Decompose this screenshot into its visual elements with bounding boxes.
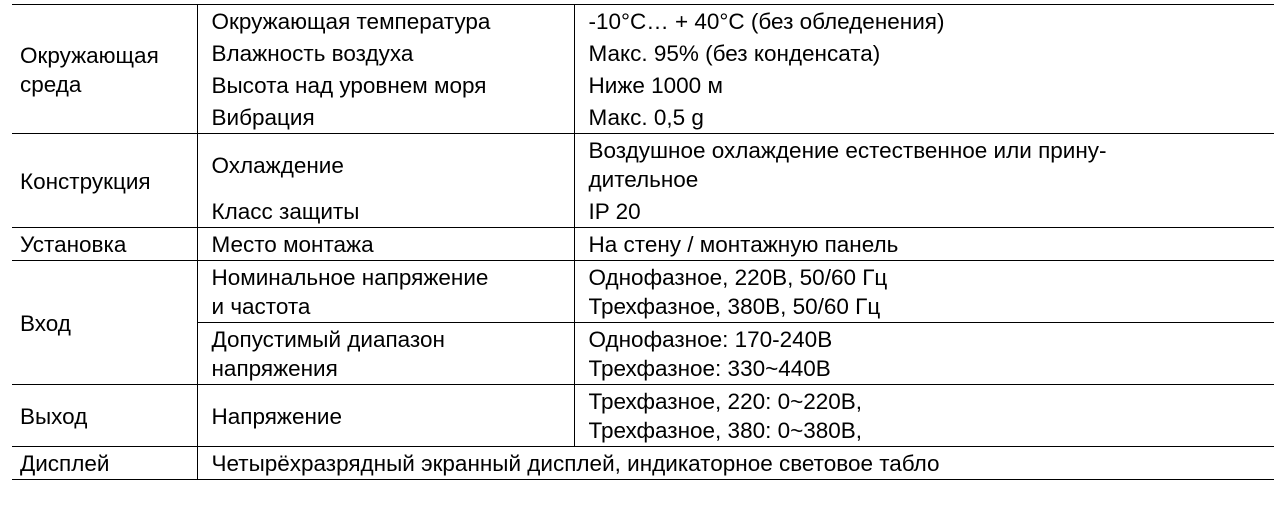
value-text: IP 20 — [588, 199, 641, 224]
category-label: Конструкция — [20, 168, 151, 194]
parameter-label: напряжения — [211, 356, 338, 381]
value-cell — [574, 101, 1274, 134]
parameter-label: Влажность воздуха — [211, 41, 414, 66]
parameter-label: Охлаждение — [211, 152, 344, 178]
value-text: Трехфазное, 220: 0~220В, — [588, 389, 863, 414]
table-row — [12, 101, 1274, 134]
table-row — [12, 323, 1274, 385]
specifications-table — [12, 4, 1274, 480]
value-text: Трехфазное: 330~440В — [588, 356, 831, 381]
parameter-cell — [197, 261, 574, 323]
value-cell — [574, 69, 1274, 101]
parameter-cell — [197, 228, 574, 261]
parameter-label: Класс защиты — [211, 199, 360, 224]
category-label: Установка — [20, 232, 127, 257]
parameter-label: Напряжение — [211, 403, 342, 429]
parameter-cell — [197, 101, 574, 134]
value-cell — [574, 261, 1274, 323]
value-text: Однофазное: 170-240В — [588, 327, 833, 352]
value-cell — [574, 385, 1274, 447]
category-cell-construction — [12, 134, 197, 228]
parameter-cell — [197, 385, 574, 447]
value-cell — [574, 228, 1274, 261]
category-cell-environment — [12, 5, 197, 134]
parameter-label: Допустимый диапазон — [211, 327, 445, 352]
table-row — [12, 447, 1274, 480]
value-text: дительное — [588, 167, 699, 192]
table-row — [12, 261, 1274, 323]
parameter-cell — [197, 323, 574, 385]
table-row — [12, 385, 1274, 447]
value-text: Однофазное, 220В, 50/60 Гц — [588, 265, 888, 290]
value-text: Макс. 95% (без конденсата) — [588, 41, 881, 66]
category-cell-output — [12, 385, 197, 447]
category-cell-display — [12, 447, 197, 480]
category-cell-input — [12, 261, 197, 385]
parameter-label: и частота — [211, 294, 311, 319]
parameter-cell — [197, 69, 574, 101]
value-cell — [574, 134, 1274, 196]
parameter-label: Высота над уровнем моря — [211, 73, 487, 98]
value-text: Трехфазное, 380: 0~380В, — [588, 418, 863, 443]
table-row — [12, 37, 1274, 69]
category-label: Вход — [20, 310, 71, 336]
value-text: -10°C… + 40°C (без обледенения) — [588, 9, 945, 34]
parameter-cell — [197, 37, 574, 69]
table-row — [12, 195, 1274, 228]
category-label: среда — [20, 71, 82, 97]
category-cell-installation — [12, 228, 197, 261]
category-label: Выход — [20, 403, 88, 429]
value-cell — [574, 195, 1274, 228]
parameter-label: Окружающая температура — [211, 9, 491, 34]
category-label: Дисплей — [20, 451, 110, 476]
value-cell — [574, 5, 1274, 38]
value-cell-wide — [197, 447, 1274, 480]
category-label: Окружающая — [20, 42, 159, 68]
value-text: Воздушное охлаждение естественное или прину- — [588, 138, 1107, 163]
value-cell — [574, 323, 1274, 385]
value-cell — [574, 37, 1274, 69]
value-text: Четырёхразрядный экранный дисплей, индикаторное световое табло — [211, 451, 940, 476]
parameter-label: Место монтажа — [211, 232, 374, 257]
parameter-label: Номинальное напряжение — [211, 265, 489, 290]
value-text: Ниже 1000 м — [588, 73, 723, 98]
table-row — [12, 228, 1274, 261]
parameter-label: Вибрация — [211, 105, 315, 130]
value-text: Трехфазное, 380В, 50/60 Гц — [588, 294, 881, 319]
value-text: Макс. 0,5 g — [588, 105, 704, 130]
parameter-cell — [197, 134, 574, 196]
table-row — [12, 5, 1274, 38]
table-row — [12, 69, 1274, 101]
parameter-cell — [197, 5, 574, 38]
table-row — [12, 134, 1274, 196]
parameter-cell — [197, 195, 574, 228]
value-text: На стену / монтажную панель — [588, 232, 899, 257]
